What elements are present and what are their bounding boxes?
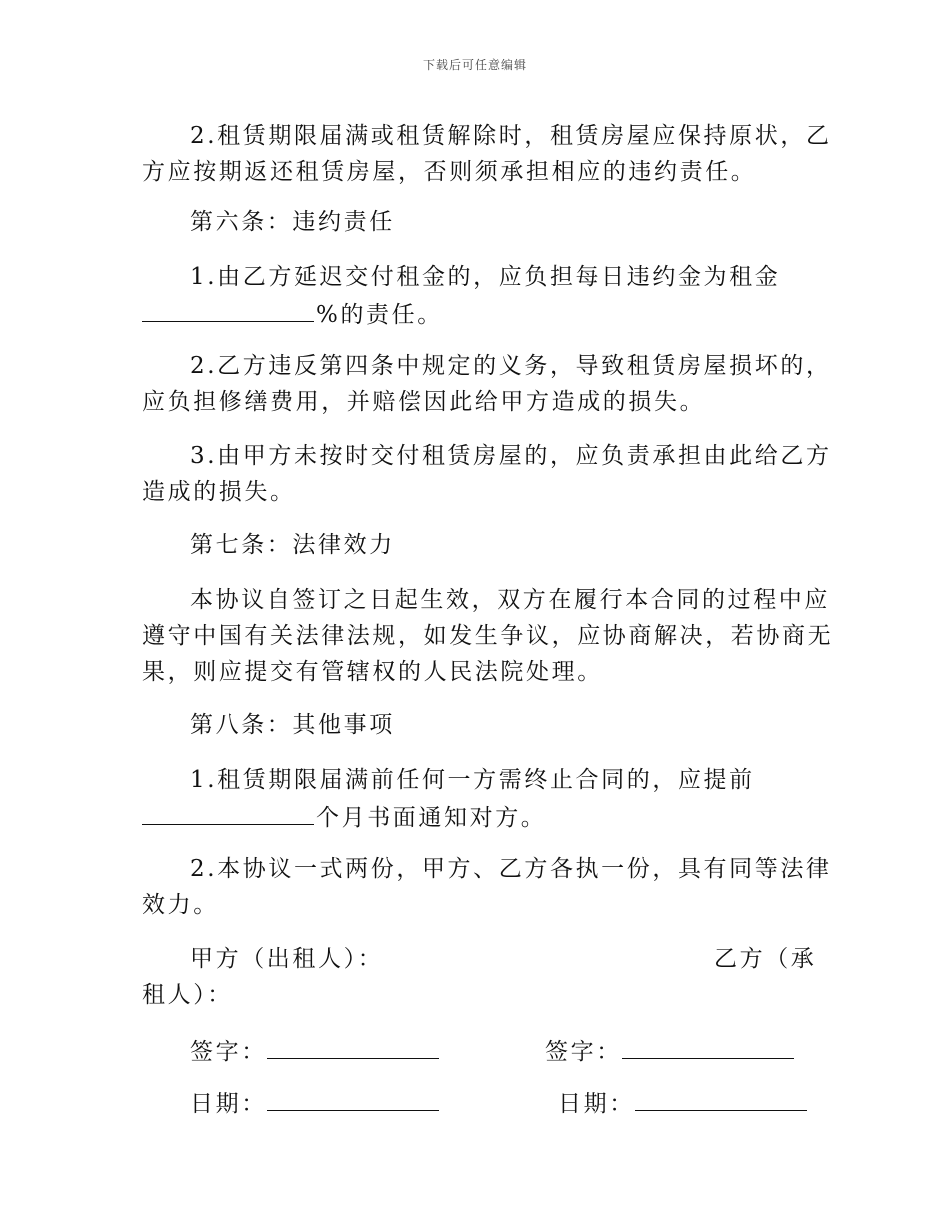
clause-8-item-2-line-1: 2.本协议一式两份，甲方、乙方各执一份，具有同等法律 <box>190 856 832 882</box>
party-a-date-blank[interactable] <box>267 1086 439 1111</box>
clause-7-body-line-2: 遵守中国有关法律法规，如发生争议，应协商解决，若协商无 <box>142 623 834 649</box>
clause-8-item-1-line-2 <box>142 800 546 834</box>
party-a-signature-blank[interactable] <box>267 1034 439 1059</box>
clause-6-heading: 第六条：违约责任 <box>190 209 395 235</box>
party-b-label-start: 乙方（承 <box>714 946 817 972</box>
party-b-date-blank[interactable] <box>635 1086 807 1111</box>
clause-6-item-2-line-2: 应负担修缮费用，并赔偿因此给甲方造成的损失。 <box>142 389 706 415</box>
party-a-signature-row <box>190 1034 439 1068</box>
party-b-label-end: 租人）： <box>142 982 233 1008</box>
party-a-date-label: 日期： <box>190 1091 267 1117</box>
clause-8-heading: 第八条：其他事项 <box>190 712 395 738</box>
party-b-signature-row <box>545 1034 794 1068</box>
clause-7-heading: 第七条：法律效力 <box>190 532 395 558</box>
clause-5-item-2-line-1: 2.租赁期限届满或租赁解除时，租赁房屋应保持原状，乙 <box>190 123 832 149</box>
notice-months-suffix: 个月书面通知对方。 <box>316 805 547 831</box>
clause-8-item-2-line-2: 效力。 <box>142 892 219 918</box>
clause-6-item-1-line-2 <box>142 297 443 331</box>
clause-6-item-3-line-1: 3.由甲方未按时交付租赁房屋的，应负责承担由此给乙方 <box>190 443 832 469</box>
clause-6-item-3-line-2: 造成的损失。 <box>142 479 296 505</box>
page-header-note: 下载后可任意编辑 <box>422 58 527 72</box>
penalty-rate-suffix: %的责任。 <box>316 302 443 328</box>
party-b-date-row <box>558 1086 807 1120</box>
notice-months-blank[interactable] <box>142 800 314 825</box>
party-b-date-label: 日期： <box>558 1091 635 1117</box>
party-a-date-row <box>190 1086 439 1120</box>
clause-7-body-line-3: 果，则应提交有管辖权的人民法院处理。 <box>142 659 603 685</box>
clause-6-item-2-line-1: 2.乙方违反第四条中规定的义务，导致租赁房屋损坏的， <box>190 353 832 379</box>
penalty-rate-blank[interactable] <box>142 297 314 322</box>
party-b-signature-blank[interactable] <box>622 1034 794 1059</box>
party-a-label: 甲方（出租人）： <box>190 946 384 972</box>
party-b-signature-label: 签字： <box>545 1039 622 1065</box>
clause-5-item-2-line-2: 方应按期返还租赁房屋，否则须承担相应的违约责任。 <box>142 159 757 185</box>
party-a-signature-label: 签字： <box>190 1039 267 1065</box>
clause-8-item-1-line-1: 1.租赁期限届满前任何一方需终止合同的，应提前 <box>190 767 755 793</box>
clause-6-item-1-line-1: 1.由乙方延迟交付租金的，应负担每日违约金为租金 <box>190 264 781 290</box>
clause-7-body-line-1: 本协议自签订之日起生效，双方在履行本合同的过程中应 <box>190 587 830 613</box>
